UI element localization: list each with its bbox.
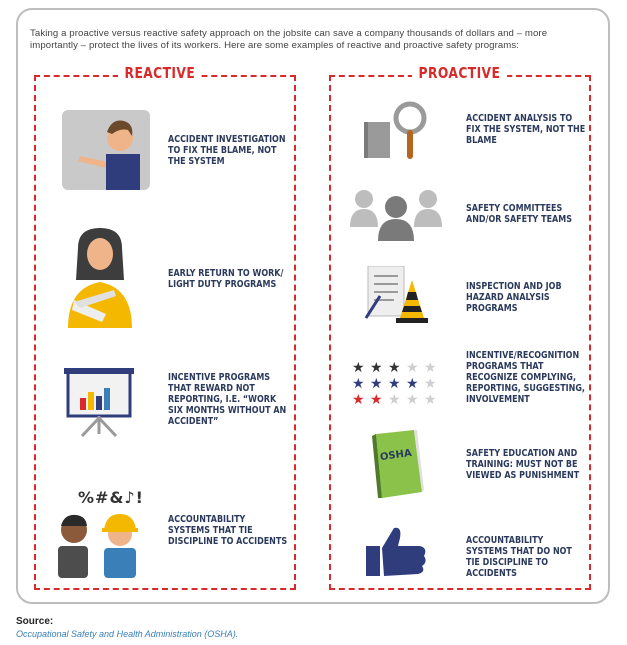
svg-text:★: ★ (406, 360, 419, 376)
proactive-item-6: ACCOUNTABILITY SYSTEMS THAT DO NOT TIE DISCIPLINE TO ACCIDENTS (466, 535, 572, 579)
reactive-item-4: ACCOUNTABILITY SYSTEMS THAT TIE DISCIPLINE TO ACCIDENTS (168, 514, 288, 547)
reactive-item-2: EARLY RETURN TO WORK/ LIGHT DUTY PROGRAMS (168, 268, 284, 290)
thumbs-up-icon (366, 524, 428, 578)
osha-book-icon (370, 430, 422, 494)
proactive-item-3: INSPECTION AND JOB HAZARD ANALYSIS PROGRAMS (466, 281, 562, 314)
proactive-item-2: SAFETY COMMITTEES AND/OR SAFETY TEAMS (466, 203, 572, 225)
proactive-item-4: INCENTIVE/RECOGNITION PROGRAMS THAT RECOGNIZE COMPLYING, REPORTING, SUGGESTING, INVOLVEMENT (466, 350, 585, 405)
svg-text:★: ★ (424, 392, 437, 408)
presentation-chart-icon (64, 368, 134, 438)
svg-text:★: ★ (370, 360, 383, 376)
reactive-title: REACTIVE (118, 64, 202, 82)
team-icon (348, 187, 444, 241)
svg-text:★: ★ (424, 376, 437, 392)
curse-symbols: %#&♪! (78, 488, 144, 507)
svg-text:★: ★ (406, 392, 419, 408)
svg-text:★: ★ (352, 360, 365, 376)
reactive-item-3: INCENTIVE PROGRAMS THAT REWARD NOT REPORTING, I.E. “WORK SIX MONTHS WITHOUT AN ACCIDENT” (168, 372, 287, 427)
svg-text:★: ★ (388, 376, 401, 392)
svg-text:★: ★ (370, 376, 383, 392)
arm-sling-person-icon (62, 228, 138, 328)
svg-text:★: ★ (352, 392, 365, 408)
arguing-workers-icon (52, 508, 148, 578)
checklist-cone-icon (364, 266, 434, 328)
proactive-item-1: ACCIDENT ANALYSIS TO FIX THE SYSTEM, NOT THE BLAME (466, 113, 586, 146)
pointing-person-icon (62, 110, 150, 190)
star-rating-icon (352, 358, 444, 410)
proactive-item-5: SAFETY EDUCATION AND TRAINING: MUST NOT BE VIEWED AS PUNISHMENT (466, 448, 580, 481)
source-label: Source: (16, 616, 54, 627)
svg-text:★: ★ (406, 376, 419, 392)
svg-text:★: ★ (352, 376, 365, 392)
intro-text: Taking a proactive versus reactive safety approach on the jobsite can save a company thousands of dollars and – more importantly – protect the lives of its workers. Here are some examples of reactive and proactive safety programs: (30, 28, 548, 51)
proactive-title: PROACTIVE (412, 64, 507, 82)
osha-book-label: OSHA (379, 447, 413, 464)
svg-text:★: ★ (388, 392, 401, 408)
magnifier-book-icon (362, 100, 432, 162)
svg-text:★: ★ (388, 360, 401, 376)
source-text: Occupational Safety and Health Administration (OSHA). (16, 629, 239, 639)
reactive-item-1: ACCIDENT INVESTIGATION TO FIX THE BLAME, NOT THE SYSTEM (168, 134, 286, 167)
svg-text:★: ★ (424, 360, 437, 376)
svg-text:★: ★ (370, 392, 383, 408)
